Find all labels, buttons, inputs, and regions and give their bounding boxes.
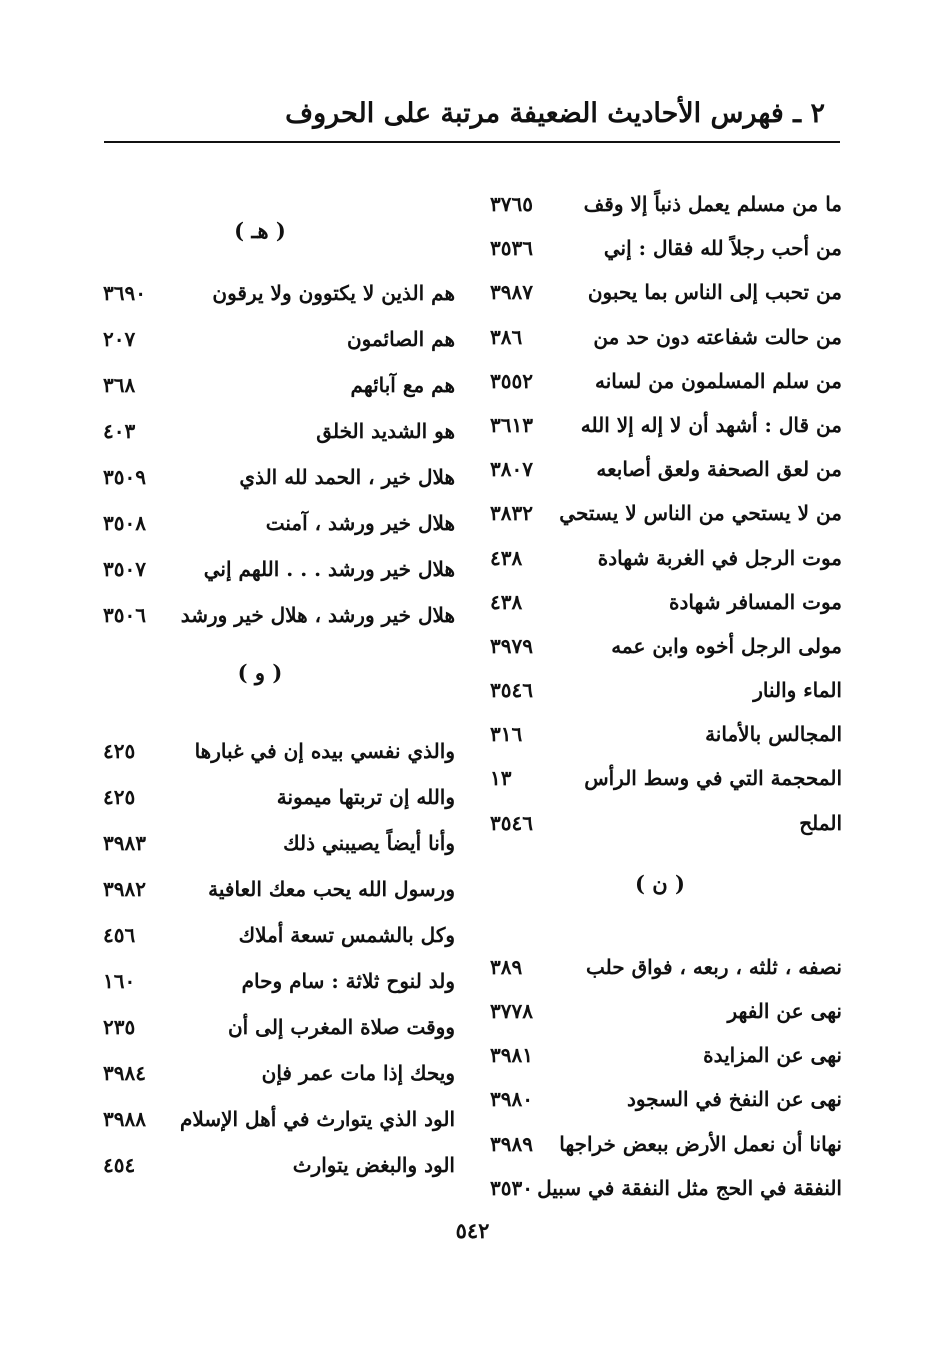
entry-number: ٣٥٣٦: [490, 236, 533, 261]
entry-text: موت الرجل في الغربة شهادة: [597, 545, 842, 570]
index-column-left: [95, 218, 455, 1188]
entry-number: ٤٣٨: [490, 589, 523, 614]
entry-text: الود الذي يتوارث في أهل الإسلام: [180, 1107, 455, 1131]
entry-text: نهى عن النفخ في السجود: [626, 1087, 842, 1112]
index-entry: [480, 315, 842, 359]
index-entry: [480, 1166, 842, 1210]
entry-number: ٣٩٨٤: [103, 1061, 146, 1085]
entry-number: ٣٨٦: [490, 324, 523, 349]
entry-text: الملح: [799, 810, 842, 835]
entry-text: هو الشديد الخلق: [316, 419, 455, 443]
index-entry: [95, 820, 455, 866]
entry-text: من تحبب إلى الناس بما يحبون: [587, 280, 842, 305]
index-entry: [95, 362, 455, 408]
index-entry: [480, 580, 842, 624]
entry-text: هلال خير ورشد ، هلال خير ورشد: [180, 603, 455, 627]
section-break-waw: [95, 638, 455, 728]
entry-number: ١٦٠: [103, 969, 136, 993]
entry-number: ٣٩٨٣: [103, 831, 146, 855]
entry-number: ٣٥٤٦: [490, 678, 533, 703]
entry-text: وأنا أيضاً يصيبني ذلك: [283, 831, 455, 855]
index-entry: [480, 1122, 842, 1166]
index-entry: [480, 491, 842, 535]
entry-text: من سلم المسلمون من لسانه: [595, 368, 842, 393]
entry-text: هم الصائمون: [346, 327, 455, 351]
entry-text: ويحك إذا مات عمر فإن: [261, 1061, 455, 1085]
index-entry: [480, 447, 842, 491]
index-entry: [95, 500, 455, 546]
section-heading-waw: ( و ): [237, 660, 283, 685]
entry-number: ٣٦٨: [103, 373, 136, 397]
index-entry: [95, 1142, 455, 1188]
index-entry: [95, 1096, 455, 1142]
entry-text: النفقة في الحج مثل النفقة في سبيل: [537, 1175, 842, 1200]
index-entry: [95, 958, 455, 1004]
index-entry: [480, 712, 842, 756]
entry-text: ما من مسلم يعمل ذنباً إلا وقف: [583, 192, 842, 216]
entry-number: ٣٩٨٧: [490, 280, 533, 305]
index-entry: [480, 182, 842, 226]
section-heading-nun: ( ن ): [635, 870, 685, 896]
entry-text: نهى عن الفهر: [727, 999, 842, 1023]
index-entry: [480, 668, 842, 712]
index-entry: [480, 536, 842, 580]
index-entry: [95, 592, 455, 638]
entry-number: ٣٩٨٠: [490, 1087, 533, 1112]
entry-number: ٤٥٦: [103, 923, 136, 947]
entry-number: ٣٥٠٩: [103, 465, 146, 489]
entry-text: نصفه ، ثلثه ، ربعه ، فواق حلب: [586, 954, 842, 979]
index-entry: [95, 912, 455, 958]
entry-number: ٣٨٩: [490, 954, 523, 979]
index-entry: [480, 226, 842, 270]
entry-text: الود والبغض يتوارث: [292, 1153, 455, 1177]
index-entry: [480, 756, 842, 800]
page-header-title: ٢ ـ فهرس الأحاديث الضعيفة مرتبة على الحروف: [285, 98, 825, 129]
entry-number: ٣٥٠٨: [103, 511, 146, 535]
index-entry: [480, 801, 842, 845]
entry-number: ٣٩٨٩: [490, 1131, 533, 1156]
entry-text: من لا يستحي من الناس لا يستحي: [559, 501, 842, 526]
entry-number: ٤٣٨: [490, 545, 523, 570]
entry-text: هم مع آبائهم: [350, 373, 455, 397]
entry-number: ٣٦١٣: [490, 412, 533, 437]
entry-text: الماء والنار: [753, 678, 842, 703]
entry-number: ٣٥٤٦: [490, 810, 533, 835]
entry-text: هلال خير ، الحمد لله الذي: [239, 465, 455, 489]
entry-list-waw: [95, 728, 455, 1188]
entry-text: مولى الرجل أخوه وابن عمه: [611, 633, 842, 658]
entry-number: ٣٦٩٠: [103, 281, 146, 305]
entry-number: ٢٣٥: [103, 1015, 136, 1039]
entry-text: المجالس بالأمانة: [705, 722, 842, 747]
index-entry: [480, 1033, 842, 1077]
entry-number: ١٣: [490, 766, 512, 791]
index-entry: [480, 945, 842, 989]
entry-number: ٣٩٨١: [490, 1043, 533, 1068]
entry-text: هلال خير ورشد ، آمنت: [265, 511, 455, 535]
entry-text: المحجمة التي في وسط الرأس: [584, 766, 842, 791]
index-entry: [95, 408, 455, 454]
entry-number: ٤٢٥: [103, 739, 136, 763]
entry-number: ٣١٦: [490, 722, 523, 747]
entry-text: موت المسافر شهادة: [669, 589, 842, 614]
index-entry: [480, 359, 842, 403]
entry-text: هم الذين لا يكتوون ولا يرقون: [212, 281, 455, 305]
entry-number: ٣٥٣٠: [490, 1175, 533, 1200]
entry-text: وكل بالشمس تسعة أملاك: [238, 923, 455, 947]
entry-number: ٣٩٨٨: [103, 1107, 146, 1131]
entry-number: ٣٥٠٧: [103, 557, 146, 581]
index-entry: [95, 270, 455, 316]
entry-text: من قال : أشهد أن لا إله إلا الله: [580, 412, 842, 437]
entry-text: من حالت شفاعته دون حد من: [593, 324, 842, 349]
page-number: ٥٤٢: [455, 1218, 490, 1243]
entry-text: من أحب رجلاً لله فقال : إني: [603, 236, 842, 261]
index-entry: [95, 728, 455, 774]
section-break-nun: [480, 845, 842, 945]
index-entry: [95, 454, 455, 500]
index-entry: [95, 546, 455, 592]
index-entry: [95, 1004, 455, 1050]
entry-text: والذي نفسي بيده إن في غبارها: [194, 739, 455, 763]
entry-number: ٣٨٣٢: [490, 501, 533, 526]
entry-text: نهى عن المزايدة: [703, 1043, 842, 1068]
entry-number: ٣٨٠٧: [490, 457, 533, 482]
index-entry: [480, 989, 842, 1033]
index-entry: [95, 866, 455, 912]
index-entry: [480, 624, 842, 668]
index-column-right: [480, 182, 842, 1210]
entry-text: هلال خير ورشد . . . اللهم إني: [203, 557, 455, 581]
index-entry: [480, 270, 842, 314]
header-rule: [104, 141, 840, 143]
section-heading-ha: ( هـ ): [234, 218, 286, 243]
entry-number: ٤٢٥: [103, 785, 136, 809]
entry-text: ولد لنوح ثلاثة : سام وحام: [241, 969, 455, 993]
index-entry: [95, 1050, 455, 1096]
entry-text: ورسول الله يحب معك العافية: [208, 877, 455, 901]
entry-number: ٣٧٦٥: [490, 192, 533, 216]
entry-text: والله إن تربتها ميمونة: [276, 785, 455, 809]
entry-number: ٣٥٥٢: [490, 368, 533, 393]
index-entry: [480, 1077, 842, 1121]
entry-list-ha: [95, 270, 455, 638]
entry-number: ٣٩٨٢: [103, 877, 146, 901]
index-entry: [95, 774, 455, 820]
index-entry: [95, 316, 455, 362]
entry-text: ووقت صلاة المغرب إلى أن: [227, 1015, 455, 1039]
entry-list-mim: [480, 182, 842, 845]
entry-list-nun: [480, 945, 842, 1210]
entry-text: من لعق الصحفة ولعق أصابعه: [596, 457, 842, 482]
index-entry: [480, 403, 842, 447]
entry-number: ٣٧٧٨: [490, 999, 533, 1023]
entry-number: ٣٥٠٦: [103, 603, 146, 627]
entry-number: ٤٥٤: [103, 1153, 136, 1177]
entry-number: ٤٠٣: [103, 419, 136, 443]
entry-text: نهانا أن نعمل الأرض ببعض خراجها: [559, 1131, 842, 1156]
entry-number: ٢٠٧: [103, 327, 136, 351]
entry-number: ٣٩٧٩: [490, 633, 533, 658]
